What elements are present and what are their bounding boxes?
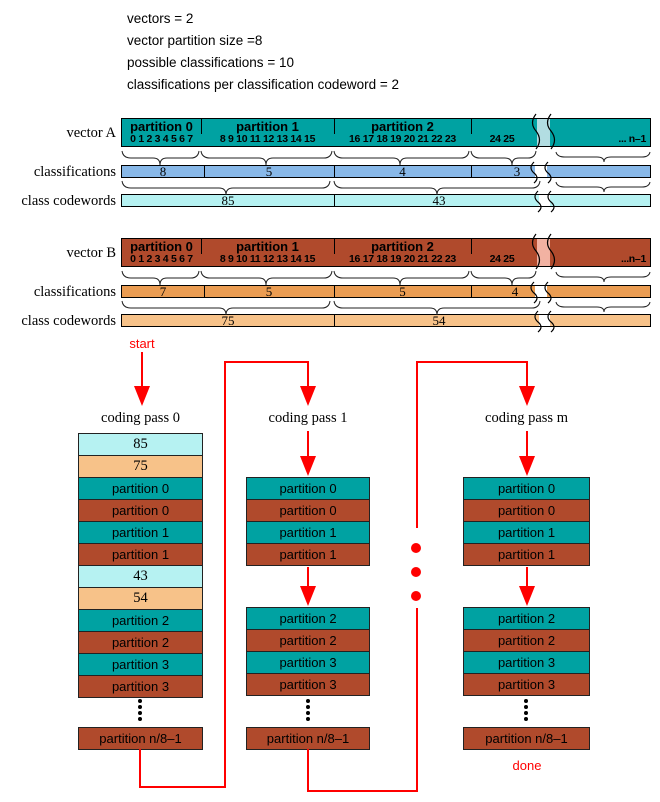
coding-pass-1-group-2 xyxy=(246,607,370,696)
flow-box: 75 xyxy=(78,455,203,478)
partition-divider xyxy=(471,119,472,134)
classification-value: 4 xyxy=(511,284,519,299)
flow-box: partition 2 xyxy=(78,609,203,632)
flow-box: partition 0 xyxy=(78,477,203,500)
classifications-a-label: classifications xyxy=(33,164,116,180)
flow-box: 85 xyxy=(78,433,203,456)
brace xyxy=(471,271,536,285)
codewords-a-label: class codewords xyxy=(21,193,116,209)
partition-label: partition 2 xyxy=(371,119,434,134)
index-group: 16 17 18 19 20 21 22 23 xyxy=(349,253,456,265)
flow-box: partition 2 xyxy=(246,607,370,630)
flow-box: partition 1 xyxy=(78,521,203,544)
parameters-block xyxy=(127,8,399,96)
index-group: 24 25 xyxy=(489,133,515,145)
start-label: start xyxy=(129,336,155,351)
brace xyxy=(122,151,199,165)
coding-pass-m-label: coding pass m xyxy=(485,410,568,426)
brace xyxy=(334,271,469,285)
flow-box: 43 xyxy=(78,565,203,588)
flow-box: partition 3 xyxy=(463,673,590,696)
flow-box: partition 2 xyxy=(78,631,203,654)
index-group: 0 1 2 3 4 5 6 7 xyxy=(130,253,193,265)
coding-pass-0-tail-box: partition n/8–1 xyxy=(78,727,203,750)
info-line-vectors: vectors = 2 xyxy=(127,11,194,26)
flow-box: partition 1 xyxy=(463,521,590,544)
coding-pass-0-column xyxy=(78,433,203,698)
info-line-codeword: classifications per classification codeword = 2 xyxy=(127,77,400,92)
braces-vector-a xyxy=(122,151,650,165)
coding-pass-m-tail-box: partition n/8–1 xyxy=(463,727,590,750)
index-group: 8 9 10 11 12 13 14 15 xyxy=(219,133,316,145)
brace xyxy=(201,271,332,285)
classification-value: 5 xyxy=(399,284,406,299)
codewords-b-label: class codewords xyxy=(21,313,116,329)
flow-box: partition 1 xyxy=(78,543,203,566)
partition-label: partition 1 xyxy=(236,239,299,254)
vector-b-bar xyxy=(121,238,651,267)
info-line-classifications: possible classifications = 10 xyxy=(127,55,294,70)
codeword-value: 43 xyxy=(432,193,446,208)
classification-value: 8 xyxy=(159,164,167,179)
done-label: done xyxy=(512,758,542,773)
info-line-partition-size: vector partition size =8 xyxy=(127,33,263,48)
classifications-a-bar xyxy=(121,165,651,178)
flow-box: partition 3 xyxy=(246,651,370,674)
flow-box: partition 0 xyxy=(78,499,203,522)
coding-pass-m-group-1 xyxy=(463,477,590,566)
classification-value: 5 xyxy=(265,164,273,179)
codewords-b-bar xyxy=(121,314,651,327)
classifications-b-bar xyxy=(121,285,651,298)
coding-pass-1-tail-box: partition n/8–1 xyxy=(246,727,370,750)
flow-box: partition 3 xyxy=(78,653,203,676)
brace xyxy=(334,151,469,165)
flow-box: partition 1 xyxy=(463,543,590,566)
codeword-value: 75 xyxy=(221,313,235,328)
vector-a-bar xyxy=(121,118,651,147)
brace xyxy=(556,302,650,312)
more-passes-ellipsis-dots xyxy=(411,543,421,601)
flow-box: partition 1 xyxy=(246,543,370,566)
vector-b-label: vector B xyxy=(66,245,116,261)
coding-pass-1-group-1 xyxy=(246,477,370,566)
flow-box: partition 2 xyxy=(463,629,590,652)
brace xyxy=(201,151,332,165)
partition-divider xyxy=(334,239,335,254)
start-arrow xyxy=(134,352,150,406)
flow-box: partition 0 xyxy=(463,499,590,522)
index-tail: ... n–1 xyxy=(618,133,646,145)
codewords-a-bar xyxy=(121,194,651,207)
partition-label: partition 0 xyxy=(130,119,193,134)
column-ellipsis-dots xyxy=(138,699,528,721)
brace xyxy=(471,151,536,165)
flow-box: partition 0 xyxy=(246,499,370,522)
braces-classifications-b xyxy=(122,301,650,315)
pass1-entry-arrow xyxy=(300,431,316,476)
flow-box: partition 0 xyxy=(246,477,370,500)
passm-entry-arrow xyxy=(519,431,535,476)
index-tail: ...n–1 xyxy=(620,253,646,265)
vector-a-label: vector A xyxy=(66,125,116,141)
partition-label: partition 0 xyxy=(130,239,193,254)
braces-vector-b xyxy=(122,271,650,285)
partition-divider xyxy=(334,119,335,134)
classification-value: 4 xyxy=(399,164,406,179)
flow-box: partition 3 xyxy=(246,673,370,696)
partition-divider xyxy=(201,239,202,254)
passm-mid-arrow xyxy=(519,567,535,606)
index-group: 16 17 18 19 20 21 22 23 xyxy=(349,133,456,145)
codeword-value: 54 xyxy=(432,313,446,328)
flow-box: partition 1 xyxy=(246,521,370,544)
partition-divider xyxy=(201,119,202,134)
flow-box: partition 3 xyxy=(78,675,203,698)
brace xyxy=(122,271,199,285)
coding-pass-m-group-2 xyxy=(463,607,590,696)
classification-value: 5 xyxy=(265,284,273,299)
coding-pass-1-label: coding pass 1 xyxy=(268,410,348,426)
classifications-b-label: classifications xyxy=(33,284,116,300)
pass1-mid-arrow xyxy=(300,567,316,606)
flow-box: partition 3 xyxy=(463,651,590,674)
partition-label: partition 2 xyxy=(371,239,434,254)
index-group: 8 9 10 11 12 13 14 15 xyxy=(219,253,316,265)
flow-box: partition 2 xyxy=(463,607,590,630)
brace xyxy=(556,272,650,282)
index-group: 0 1 2 3 4 5 6 7 xyxy=(130,133,193,145)
classification-value: 3 xyxy=(513,164,521,179)
flow-box: 54 xyxy=(78,587,203,610)
brace xyxy=(556,152,650,162)
brace xyxy=(556,182,650,192)
index-group: 24 25 xyxy=(489,253,515,265)
codeword-value: 85 xyxy=(221,193,235,208)
flow-box: partition 2 xyxy=(246,629,370,652)
partition-label: partition 1 xyxy=(236,119,299,134)
flow-box: partition 0 xyxy=(463,477,590,500)
coding-pass-0-label: coding pass 0 xyxy=(101,410,180,426)
braces-classifications-a xyxy=(122,181,650,195)
classification-value: 7 xyxy=(159,284,167,299)
partition-divider xyxy=(471,239,472,254)
